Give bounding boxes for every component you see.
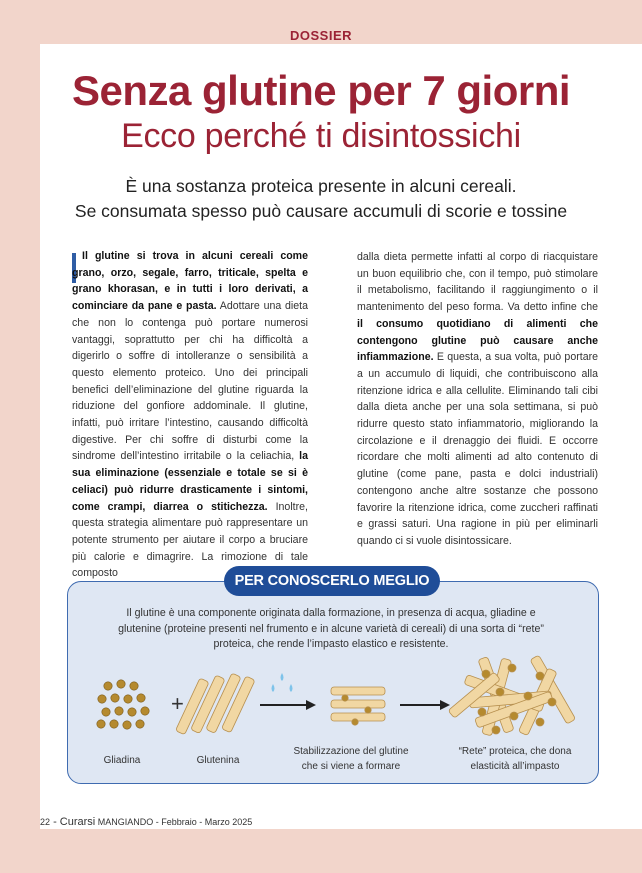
label-network-line-1: “Rete” proteica, che dona bbox=[458, 746, 572, 757]
headline-secondary: Ecco perché ti disintossichi bbox=[121, 117, 521, 155]
label-protein-network bbox=[450, 745, 580, 774]
subtitle-line-2: Se consumata spesso può causare accumuli di scorie e tossine bbox=[74, 201, 568, 221]
article-bold: il consumo quotidiano di alimenti che contengono glutine può causare anche infiammazione. bbox=[357, 317, 598, 364]
article-text: Inoltre, questa strategia alimentare può rappresentare un potente strumento per aiutare il corpo a bruciare più calorie e dimagrire. La rimozione di tale composto bbox=[72, 500, 308, 580]
article-bold: la sua eliminazione (essenziale e totale se si è celiaci) può ridurre drasticamente i sintomi, come crampi, diarrea o stitichezza. bbox=[72, 450, 308, 513]
magazine-name: - Curarsi bbox=[50, 816, 96, 828]
page-number: 22 bbox=[40, 817, 51, 827]
article-text: dalla dieta permette infatti al corpo di riacquistare un buon equilibrio che, con il tempo, può stimolare il metabolismo, facilitando il raggiungimento o il mantenimento del peso forma. Va detto infine che bbox=[357, 251, 598, 314]
label-stabilization bbox=[286, 745, 416, 774]
glutenin-strands-icon bbox=[175, 673, 255, 735]
label-gliadina: Gliadina bbox=[103, 755, 141, 766]
protein-network-icon bbox=[448, 655, 576, 736]
issue-info: MANGIANDO - Febbraio - Marzo 2025 bbox=[95, 817, 253, 827]
stabilized-gluten-icon bbox=[331, 687, 385, 725]
arrow-right-icon bbox=[400, 700, 450, 710]
arrow-right-icon bbox=[260, 700, 316, 710]
label-network-line-2: elasticità all’impasto bbox=[470, 760, 560, 772]
subtitle-line-1: È una sostanza proteica presente in alcuni cereali. bbox=[125, 176, 517, 196]
info-box-title: PER CONOSCERLO MEGLIO bbox=[224, 566, 440, 596]
article-text: E questa, a sua volta, può portare a un accumulo di liquidi, che contribuiscono alla ritenzione idrica e alla cellulite. Eliminando tali cibi dalla dieta anche per una sola settimana, si può ridurre questo stato infiammatorio, migliorando la circolazione e il drenaggio dei fluidi. E occorre ricordare che molti alimenti ad alto contenuto di glutine (come pane, pasta e dolci industriali) contengono anche altre sostanze che possono favorire la ritenzione idrica, come zuccheri raffinati e grassi saturi. Una ragione in più per eliminarli quando ci si vuole disintossicare. bbox=[357, 351, 598, 547]
info-box-text: Il glutine è una componente originata dalla formazione, in presenza di acqua, gliadine e glutenine (proteine presenti nel frumento e in alcune varietà di cereali) di una sorta di “rete” proteica, che rende l’impasto elastico e resistente. bbox=[118, 607, 544, 651]
headline: Senza glutine per 7 giorni bbox=[71, 67, 571, 114]
section-label: DOSSIER bbox=[289, 28, 352, 43]
article-text: Adottare una dieta che non lo contenga può portare numerosi vantaggi, soprattutto per chi ha difficoltà a digerirlo o soffre di intolleranze o sensibilità a questo elemento proteico. Uno dei principali benefici dell’eliminazione del glutine riguarda la riduzione del gonfiore addominale. Il glutine, infatti, può irritare l’intestino, causando difficoltà digestive. Per chi soffre di disturbi come la sindrome dell’intestino irritabile o la celiachia, bbox=[72, 300, 308, 463]
water-drops-icon bbox=[272, 673, 293, 692]
label-stabilization-line-2: che si viene a formare bbox=[301, 760, 401, 772]
label-stabilization-line-1: Stabilizzazione del glutine bbox=[293, 746, 409, 757]
plus-sign: + bbox=[171, 691, 184, 716]
label-glutenina: Glutenina bbox=[196, 755, 240, 766]
article-lead-bold: Il glutine si trova in alcuni cereali come grano, orzo, segale, farro, triticale, spelta e grano khorasan, e in tutti i loro derivati, a cominciare da pane e pasta. bbox=[72, 250, 308, 313]
gliadin-molecules-icon bbox=[97, 680, 149, 729]
page-footer bbox=[40, 816, 252, 828]
